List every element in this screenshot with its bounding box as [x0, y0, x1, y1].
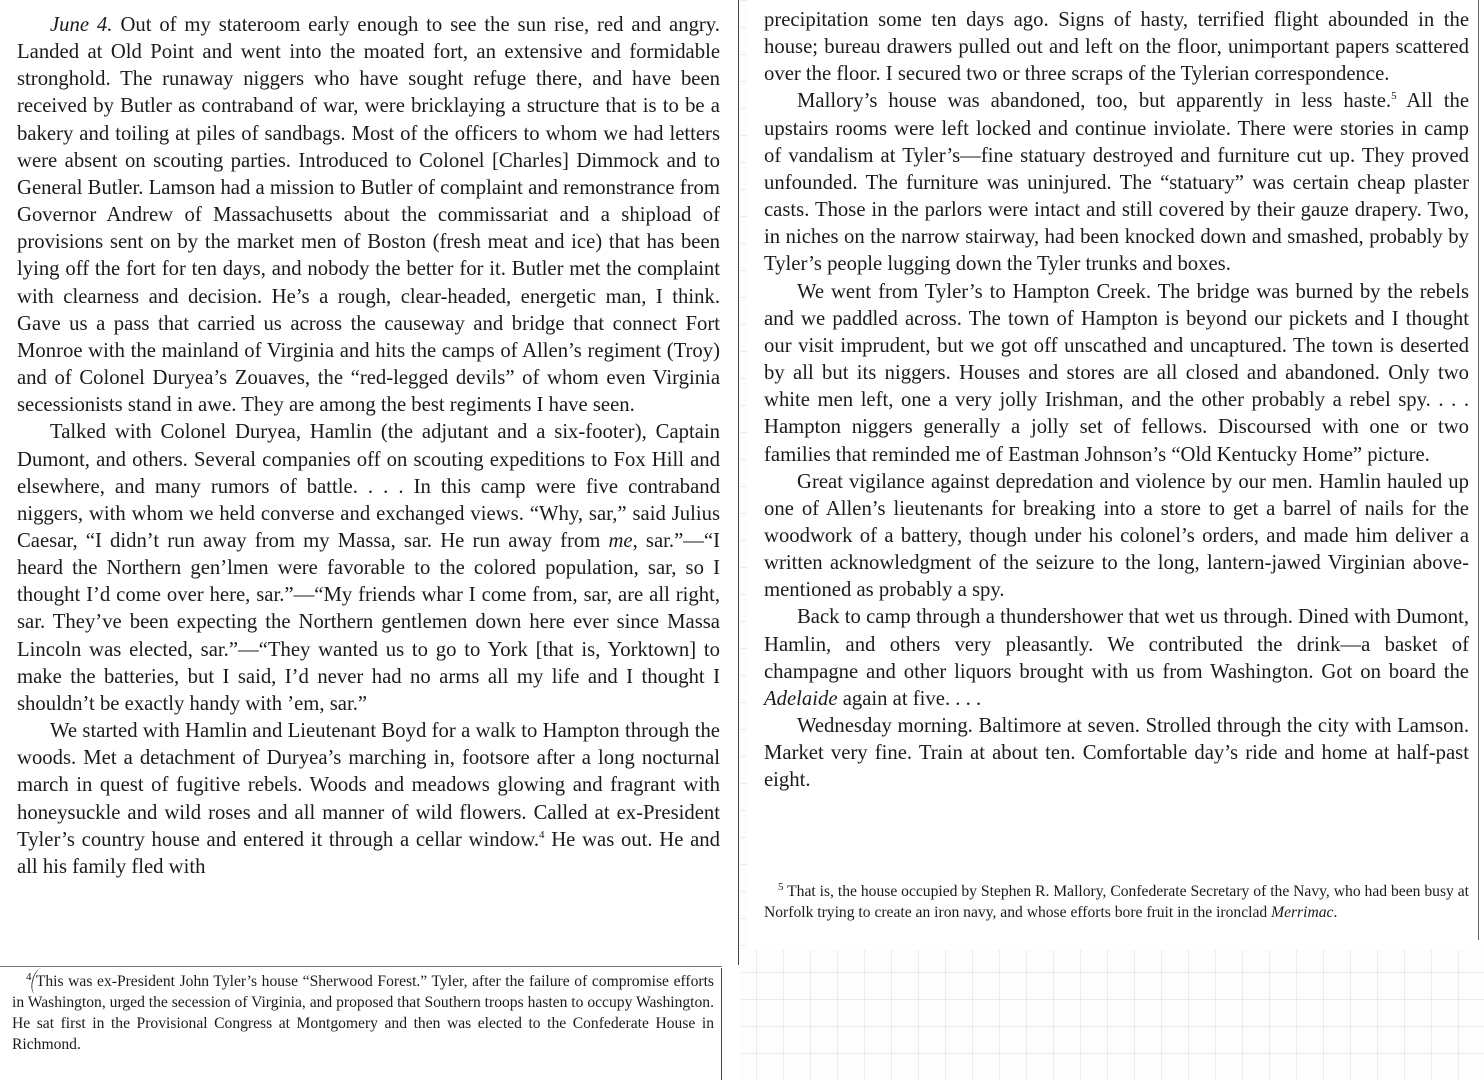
paragraph-text: We went from Tyler’s to Hampton Creek. The bridge was burned by the rebels and we paddled across. The town of Hampton is beyond our pickets and I thought our visit imprudent, but we got off unscathed and uncaptured. The town is deserted by all but its niggers. Houses and stores are all closed and abandoned. Only two white men left, one a very jolly Irishman, and the other probably a rebel spy. . . . Hampton niggers generally a jolly set of fellows. Discoursed with one or two families that reminded me of Eastman Johnson’s “Old Kentucky Home” picture. — [764, 280, 1469, 466]
paragraph-text: , sar.”—“I heard the Northern gen’lmen were favorable to the colored population, sar, so I thought I’d come over here, sar.”—“My friends whar I come from, sar, are all right, sar. They’ve been expecting the Northern gentlemen down here ever since Massa Lincoln was elected, sar.”—“They wanted us to go to York [that is, Yorktown] to make the batteries, but I said, I’d never had no arms all my life and I thought I shouldn’t be exactly handy with ’em, sar.” — [17, 529, 721, 715]
paragraph-duryea — [17, 419, 720, 718]
paragraph-vigilance — [764, 469, 1469, 605]
emphasis-text: Merrimac — [1271, 904, 1334, 921]
entry-date: June 4. — [50, 14, 113, 36]
paragraph-hampton-creek — [764, 279, 1469, 469]
paragraph-text: We started with Hamlin and Lieutenant Boyd for a walk to Hampton through the woods. Met a detachment of Duryea’s marching in, footsore after a long nocturnal march in quest of fugitive rebels. Woods and meadows glowing and fragrant with honeysuckle and wild roses and all manner of wild flowers. Called at ex-President Tyler’s country house and entered it through a cellar window. — [17, 720, 720, 851]
footnote-5 — [764, 881, 1469, 923]
paragraph-text: Mallory’s house was abandoned, too, but apparently in less haste. — [797, 90, 1392, 113]
paragraph-june-4 — [17, 12, 720, 419]
footnote-text: This was ex-President John Tyler’s house “Sherwood Forest.” Tyler, after the failure of compromise efforts in Washington, urged the secession of Virginia, and proposed that Southern troops hasten to occupy Washington. He sat first in the Provisional Congress at Montgomery and then was elected to the Confederate House in Richmond. — [12, 973, 714, 1053]
paragraph-text: He was out. He and all his family fled with — [17, 828, 720, 878]
paragraph-text: All the upstairs rooms were left locked and continue inviolate. There were stories in camp of vandalism at Tyler’s—fine statuary destroyed and furniture cut up. They proved unfounded. The furniture was uninjured. The “statuary” was certain cheap plaster casts. Those in the parlors were intact and still covered by their gauze drapery. Two, in niches on the narrow stairway, had been knocked down and smashed, probably by Tyler’s people lugging down the Tyler trunks and boxes. — [764, 90, 1469, 276]
paragraph-text: again at five. . . . — [837, 687, 982, 710]
column-divider — [738, 0, 739, 965]
paragraph-wednesday — [764, 713, 1469, 794]
right-column-body — [764, 7, 1469, 795]
paragraph-hampton-walk — [17, 718, 720, 881]
paragraph-text: Out of my stateroom early enough to see the sun rise, red and angry. Landed at Old Point and went into the moated fort, an extensive and formidable stronghold. The runaway niggers who have sought refuge there, and have been received by Butler as contraband of war, were bricklaying a structure that is to be a bakery and toiling at piles of sandbags. Most of the officers to whom we had letters were absent on scouting parties. Introduced to Colonel [Charles] Dimmock and to General Butler. Lamson had a mission to Butler of complaint and remonstrance from Governor Andrew of Massachusetts about the commissariat and a shipload of provisions sent on by the market men of Boston (fresh meat and ice) that has been lying off the fort for ten days, and nobody the better for it. Butler met the complaint with clearness and decision. He’s a rough, clear-headed, energetic man, I think. Gave us a pass that carried us across the causeway and bridge that connect Fort Monroe with the mainland of Virginia and hits the camps of Allen’s regiment (Troy) and of Colonel Duryea’s Zouaves, the “red-legged devils” of whom even Virginia secessionists stand in awe. They are among the best regiments I have seen. — [17, 14, 720, 417]
emphasis-text: Adelaide — [764, 687, 838, 710]
footnote-paragraph — [764, 881, 1469, 923]
right-page-edge — [1478, 0, 1479, 940]
footnote-text: . — [1333, 904, 1338, 921]
footnote-ref[interactable]: 5 — [1391, 90, 1397, 103]
footnote-ref[interactable]: 4 — [539, 828, 545, 841]
footnote-paragraph — [12, 971, 714, 1055]
emphasis-text: me — [608, 529, 633, 552]
footnote-divider-vertical — [721, 968, 722, 1080]
paragraph-text: Back to camp through a thundershower that wet us through. Dined with Dumont, Hamlin, and others very pleasantly. We contributed the drink—a basket of champagne and other liquors brought with us from Washington. Got on board the — [764, 606, 1469, 683]
paragraph-text: Wednesday morning. Baltimore at seven. Strolled through the city with Lamson. Market very fine. Train at about ten. Comfortable day’s ride and home at half-past eight. — [764, 715, 1469, 792]
paragraph-text: precipitation some ten days ago. Signs of hasty, terrified flight abounded in the house; bureau drawers pulled out and left on the floor, unimportant papers scattered over the floor. I secured two or three scraps of the Tylerian correspondence. — [764, 9, 1469, 86]
footnote-marker: 4 — [26, 970, 32, 983]
footnote-marker: 5 — [778, 880, 784, 893]
left-column-body — [17, 12, 720, 881]
paragraph-mallory — [764, 88, 1469, 278]
paragraph-text: Great vigilance against depredation and violence by our men. Hamlin hauled up one of Allen’s lieutenants for breaking into a store to get a barrel of nails for the woodwork of a battery, though under his colonel’s orders, and made him deliver a written acknowledgment of the seizure to the long, lantern-jawed Virginian above-mentioned as probably a spy. — [764, 470, 1469, 602]
footnote-rule-left — [0, 966, 722, 967]
footnote-text: That is, the house occupied by Stephen R. Mallory, Confederate Secretary of the Navy, who had been busy at Norfolk trying to create an iron navy, and whose efforts bore fruit in the ironclad — [764, 883, 1469, 921]
footnote-4 — [12, 971, 714, 1055]
paragraph-text: Talked with Colonel Duryea, Hamlin (the adjutant and a six-footer), Captain Dumont, and others. Several companies off on scouting expeditions to Fox Hill and elsewhere, and many rumors of battle. . . . In this camp were five contraband niggers, with whom we held converse and exchanged views. “Why, sar,” said Julius Caesar, “I didn’t run away from my Massa, sar. He run away from — [17, 421, 720, 552]
paragraph-back-to-camp — [764, 604, 1469, 713]
paragraph-continued — [764, 7, 1469, 88]
